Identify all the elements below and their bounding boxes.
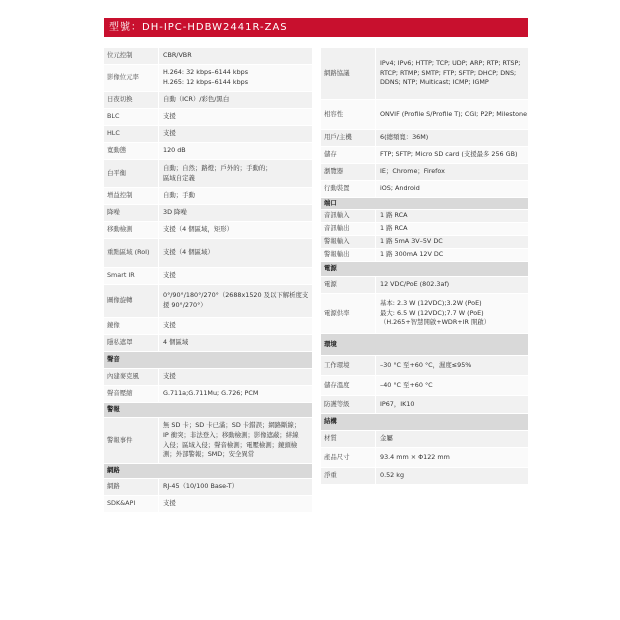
spec-key: 圖像旋轉 (107, 296, 133, 305)
spec-value-line: 測；外部警報；SMD；安全異常 (163, 450, 255, 459)
spec-value (375, 468, 528, 484)
spec-key: 儲存 (324, 150, 337, 159)
spec-key: 位元控制 (107, 51, 133, 60)
spec-row (321, 249, 528, 262)
spec-value-line: IE；Chrome；Firefox (380, 167, 445, 176)
spec-row (321, 448, 528, 468)
spec-value-line: IP 衝突；非法登入；移動檢測；影像遮蔽；絆線 (163, 430, 299, 439)
spec-value-line: 支援 (163, 129, 176, 138)
spec-value-line: 金屬 (380, 434, 393, 443)
spec-value-line: 1 路 300mA 12V DC (380, 250, 444, 259)
spec-value (375, 130, 528, 146)
spec-value-line: 基本: 2.3 W (12VDC);3.2W (PoE) (380, 298, 482, 307)
spec-value (158, 222, 312, 238)
spec-value-line: 3D 降噪 (163, 208, 187, 217)
spec-key: 網路協議 (324, 68, 350, 77)
spec-value-line: ONVIF (Profile S/Profile T); CGI; P2P; Milestone (380, 109, 528, 118)
spec-value (375, 431, 528, 447)
spec-row (321, 223, 528, 236)
spec-key: 瀏覽器 (324, 167, 344, 176)
spec-key: 儲存溫度 (324, 380, 350, 389)
spec-value (158, 143, 312, 159)
spec-value (375, 181, 528, 197)
spec-key: 產品尺寸 (324, 452, 350, 461)
spec-value-line: 入侵；區域入侵；聲音檢測；電壓檢測；鏡頭檢 (163, 440, 298, 449)
spec-row (104, 418, 312, 464)
spec-key: 音訊輸出 (324, 224, 350, 233)
section-header: 結構 (321, 414, 528, 431)
spec-row (321, 130, 528, 147)
spec-key: 工作環境 (324, 360, 350, 369)
section-header: 網路 (104, 464, 312, 479)
spec-row (321, 396, 528, 414)
section-header: 環境 (321, 334, 528, 356)
spec-value-line: （H.265+智慧開啟+WDR+IR 開啟） (380, 318, 491, 327)
spec-value (375, 448, 528, 467)
spec-value (158, 479, 312, 495)
spec-value (158, 109, 312, 125)
spec-value-line: 1 路 RCA (380, 211, 408, 220)
spec-value-line: 支援 (163, 372, 176, 381)
spec-key: HLC (107, 129, 120, 138)
spec-row (321, 210, 528, 223)
spec-key: 電源供率 (324, 308, 350, 317)
spec-value-line: G.711a;G.711Mu; G.726; PCM (163, 389, 259, 398)
spec-key: 音訊輸入 (324, 211, 350, 220)
spec-key: 白平衡 (107, 168, 127, 177)
spec-value-line: 自動（ICR）/彩色/黑白 (163, 95, 230, 104)
spec-value-line: 1 路 5mA 3V–5V DC (380, 237, 443, 246)
spec-key: 聲音壓縮 (107, 389, 133, 398)
spec-value-line: 支援 (163, 499, 176, 508)
spec-key: 移動檢測 (107, 225, 133, 234)
spec-row (104, 268, 312, 285)
spec-value (158, 126, 312, 142)
spec-value-line: 12 VDC/PoE (802.3af) (380, 280, 450, 289)
section-header: 警報 (104, 403, 312, 418)
spec-value-line: 0°/90°/180°/270°（2688x1520 及以下解析度支 (163, 291, 309, 300)
spec-key: 行動裝置 (324, 184, 350, 193)
spec-row (104, 188, 312, 205)
spec-row (321, 48, 528, 100)
spec-value (158, 239, 312, 267)
spec-value (158, 188, 312, 204)
spec-row (104, 335, 312, 352)
spec-column-left (104, 48, 312, 513)
spec-value (375, 100, 528, 129)
spec-value-line: 自動；手動 (163, 191, 195, 200)
spec-value (375, 223, 528, 235)
spec-row (321, 294, 528, 334)
spec-value (158, 369, 312, 385)
spec-row (104, 239, 312, 268)
spec-row (104, 126, 312, 143)
spec-row (104, 496, 312, 513)
spec-key: 影像位元率 (107, 73, 139, 82)
spec-row (104, 386, 312, 403)
spec-key: SDK&API (107, 499, 136, 508)
spec-value-line: 120 dB (163, 146, 186, 155)
spec-value-line: 1 路 RCA (380, 224, 408, 233)
spec-key: 鏡像 (107, 321, 120, 330)
spec-value (158, 335, 312, 351)
spec-key: 日夜切換 (107, 95, 133, 104)
spec-value (158, 268, 312, 284)
spec-row (104, 318, 312, 335)
section-header: 端口 (321, 198, 528, 210)
spec-value-line: 支援 (163, 112, 176, 121)
spec-value-line: 6(總頻寬：36M) (380, 133, 429, 142)
spec-value-line: IP67，IK10 (380, 399, 415, 408)
spec-row (104, 109, 312, 126)
spec-value (158, 65, 312, 91)
spec-key: 電源 (324, 280, 337, 289)
spec-value-line: DDNS; NTP; Multicast; ICMP; IGMP (380, 78, 489, 87)
spec-row (321, 100, 528, 130)
spec-key: 重點區域 (RoI) (107, 248, 150, 257)
spec-key: 防護等級 (324, 399, 350, 408)
spec-key: Smart IR (107, 271, 135, 280)
spec-value-line: RTCP; RTMP; SMTP; FTP; SFTP; DHCP; DNS; (380, 68, 517, 77)
spec-value-line: 支援（4 個區域） (163, 248, 214, 257)
spec-value-line: –40 °C 至+60 °C (380, 380, 433, 389)
spec-value (158, 48, 312, 64)
spec-value (375, 294, 528, 333)
spec-value (158, 160, 312, 187)
spec-value-line: 4 個區域 (163, 338, 189, 347)
model-title-bar (104, 18, 528, 37)
spec-row (321, 431, 528, 448)
spec-row (321, 277, 528, 294)
spec-value-line: 無 SD 卡；SD 卡已滿；SD 卡錯誤；網路斷線； (163, 420, 301, 429)
spec-row (104, 48, 312, 65)
spec-value (158, 496, 312, 512)
section-header: 聲音 (104, 352, 312, 369)
spec-value-line: 最大: 6.5 W (12VDC);7.7 W (PoE) (380, 308, 484, 317)
spec-value (375, 147, 528, 163)
spec-key: 材質 (324, 434, 337, 443)
spec-value (375, 164, 528, 180)
spec-row (104, 205, 312, 222)
spec-value-line: 自動；自然；路燈；戶外的；手動的； (163, 163, 272, 172)
spec-key: 內建麥克風 (107, 372, 139, 381)
spec-value (375, 277, 528, 293)
spec-key: BLC (107, 112, 120, 121)
spec-value-line: RJ-45（10/100 Base-T） (163, 482, 239, 491)
spec-key: 相容性 (324, 109, 344, 118)
spec-value-line: 支援 (163, 321, 176, 330)
spec-row (321, 468, 528, 485)
spec-value (375, 396, 528, 413)
spec-value-line: 支援（4 個區域，矩形） (163, 225, 234, 234)
spec-row (321, 356, 528, 376)
spec-value-line: H.264: 32 kbps–6144 kbps (163, 68, 249, 77)
spec-key: 網路 (107, 482, 120, 491)
spec-row (104, 92, 312, 109)
spec-value-line: FTP; SFTP; Micro SD card (支援最多 256 GB) (380, 150, 518, 159)
spec-row (321, 164, 528, 181)
spec-key: 警報輸入 (324, 237, 350, 246)
spec-row (104, 160, 312, 188)
spec-key: 警報事件 (107, 435, 133, 444)
spec-value (375, 249, 528, 261)
spec-column-right (321, 48, 528, 485)
model-title: 型號：DH-IPC-HDBW2441R-ZAS (109, 22, 288, 33)
spec-value-line: IPv4; IPv6; HTTP; TCP; UDP; ARP; RTP; RTSP; (380, 58, 521, 67)
spec-key: 用戶/主機 (324, 133, 352, 142)
spec-value (158, 92, 312, 108)
section-header: 電源 (321, 262, 528, 277)
spec-row (321, 181, 528, 198)
spec-row (321, 376, 528, 396)
spec-value (375, 48, 528, 99)
spec-key: 降噪 (107, 208, 120, 217)
spec-value-line: 0.52 kg (380, 471, 405, 480)
spec-value-line: H.265: 12 kbps–6144 kbps (163, 78, 249, 86)
spec-value (158, 418, 312, 463)
spec-value (158, 285, 312, 317)
spec-row (104, 143, 312, 160)
spec-value-line: 援 90°/270°） (163, 301, 207, 309)
spec-value-line: 區域自定義 (163, 173, 195, 182)
spec-row (104, 369, 312, 386)
spec-value (375, 236, 528, 248)
spec-row (104, 479, 312, 496)
spec-row (104, 65, 312, 92)
spec-value-line: 支援 (163, 271, 176, 280)
spec-value (375, 356, 528, 375)
spec-value (158, 318, 312, 334)
spec-value-line: –30 °C 至+60 °C，濕度≤95% (380, 360, 472, 369)
spec-key: 警報輸出 (324, 250, 350, 259)
spec-key: 寬動態 (107, 146, 127, 155)
spec-key: 增益控制 (107, 191, 133, 200)
spec-value (158, 386, 312, 402)
spec-value (375, 376, 528, 395)
spec-value-line: 93.4 mm × Φ122 mm (380, 452, 450, 461)
spec-value (375, 210, 528, 222)
spec-row (321, 147, 528, 164)
spec-value-line: CBR/VBR (163, 51, 192, 60)
spec-row (104, 222, 312, 239)
spec-key: 淨重 (324, 471, 337, 480)
spec-row (321, 236, 528, 249)
spec-key: 隱私遮罩 (107, 338, 133, 347)
spec-value (158, 205, 312, 221)
spec-value-line: iOS; Android (380, 184, 420, 193)
spec-row (104, 285, 312, 318)
